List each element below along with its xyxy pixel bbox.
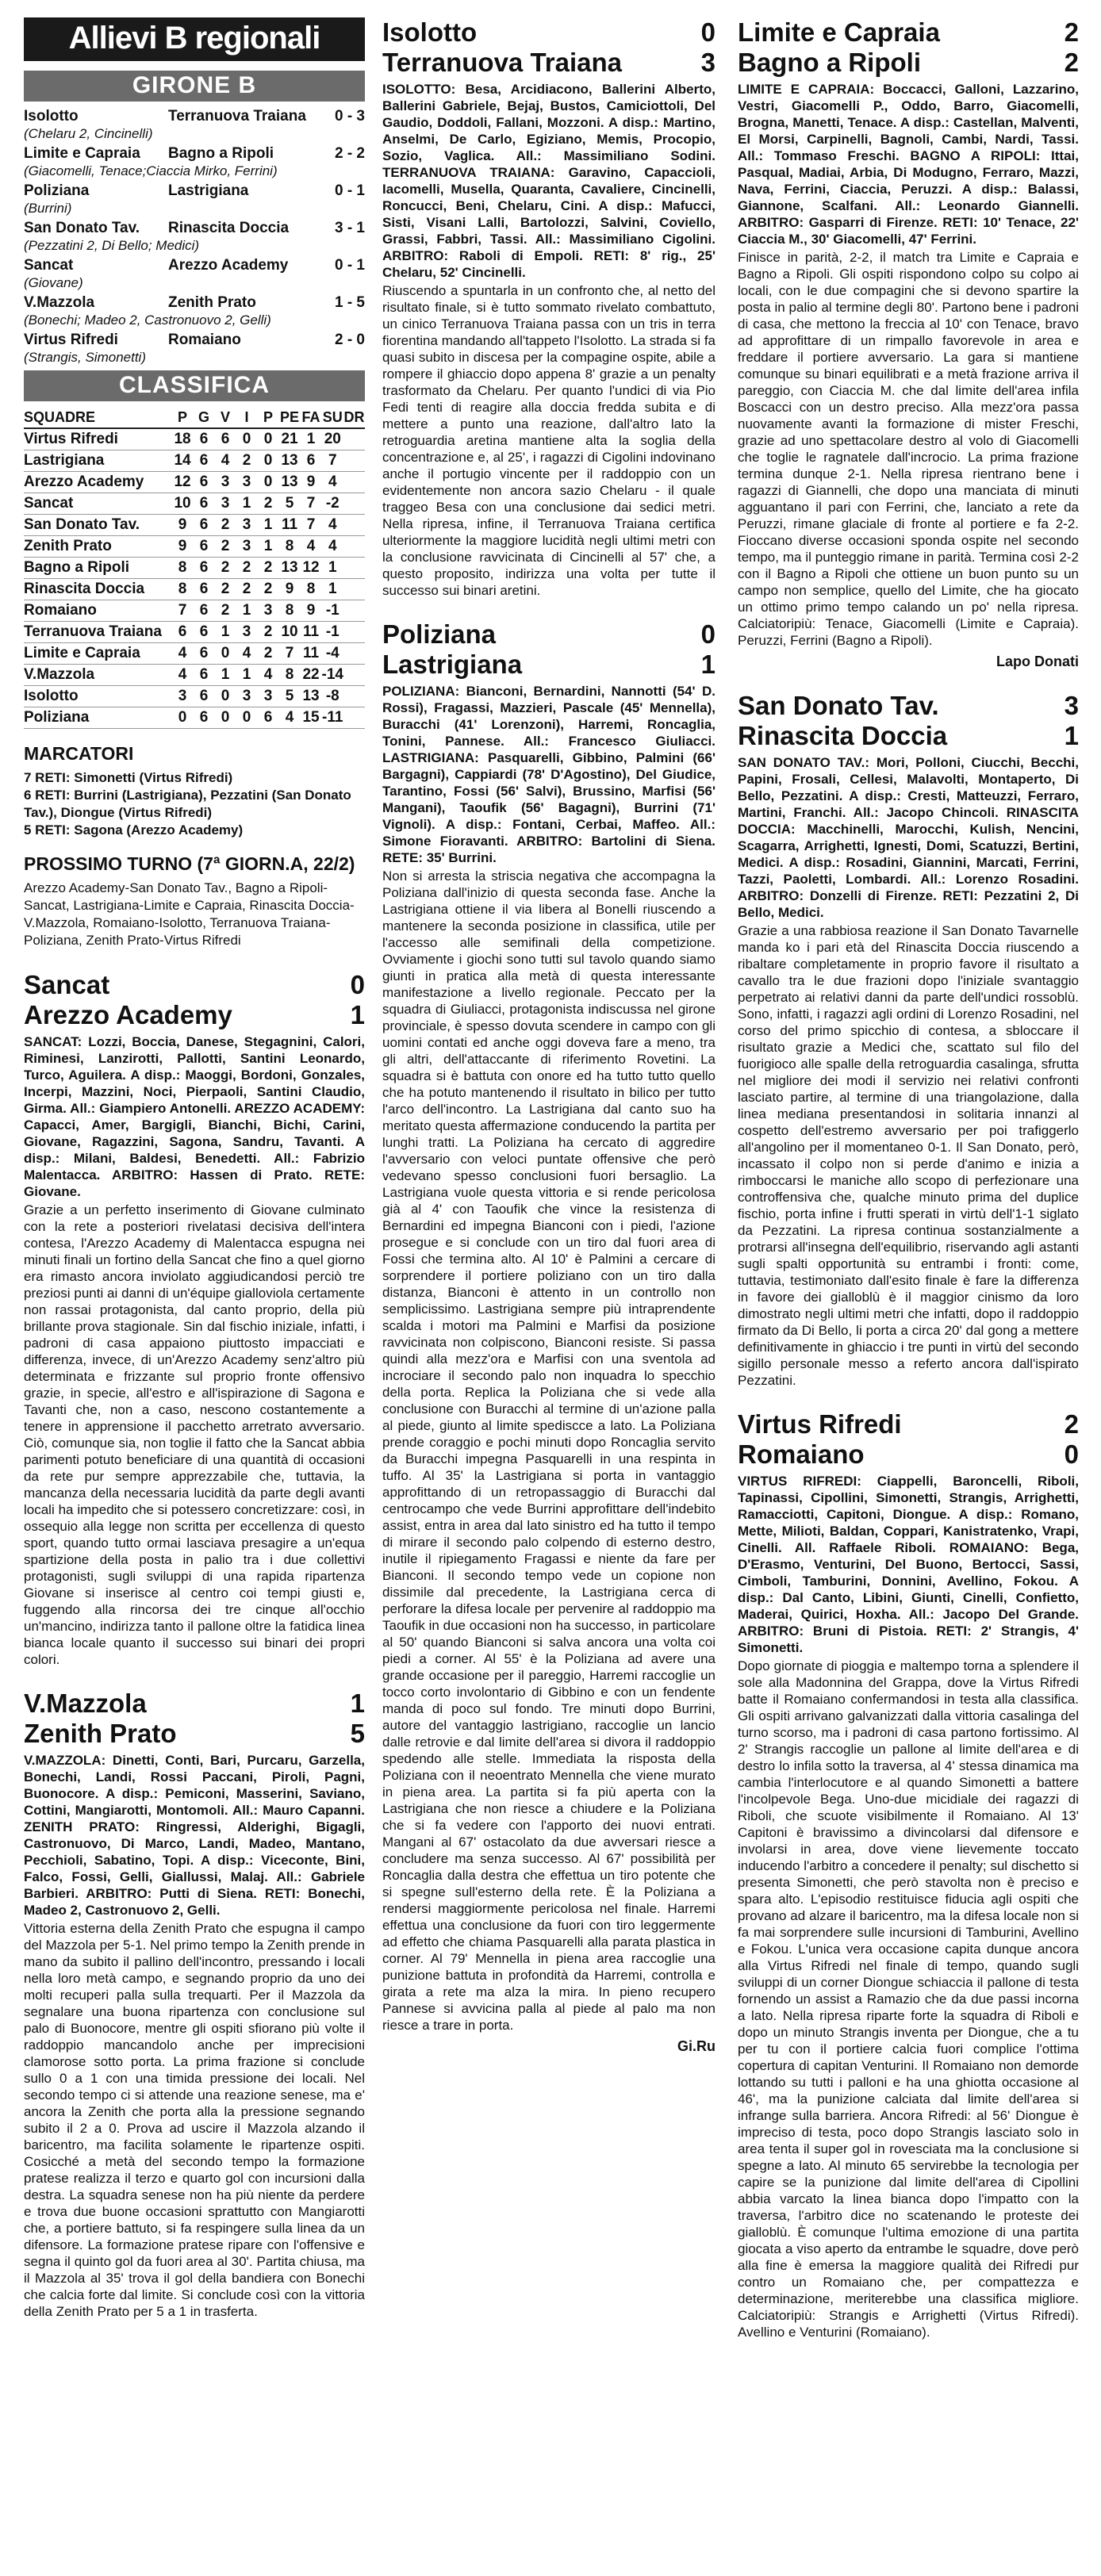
standings-row <box>24 428 365 450</box>
stat-cell <box>343 450 365 472</box>
marcatori-line: 6 RETI: Burrini (Lastrigiana), Pezzatini (San Donato Tav.), Diongue (Virtus Rifredi) <box>24 788 351 820</box>
team-score: 5 <box>350 1719 365 1748</box>
stat-cell: 4 <box>279 707 301 729</box>
results-list <box>24 108 365 366</box>
result-score: 2 - 0 <box>334 332 365 348</box>
col-header: SU <box>322 408 343 428</box>
stat-cell: 3 <box>258 686 279 707</box>
stat-cell: 1 <box>258 515 279 536</box>
team-name-cell: Rinascita Doccia <box>24 579 172 600</box>
stat-cell: 2 <box>236 558 258 579</box>
result-scorers: (Pezzatini 2, Di Bello; Medici) <box>24 238 200 253</box>
result-score: 2 - 2 <box>334 145 365 162</box>
stat-cell: 6 <box>194 558 215 579</box>
stat-cell: 4 <box>236 643 258 665</box>
stat-cell: 3 <box>215 493 236 515</box>
next-round-text: Arezzo Academy-San Donato Tav., Bagno a Ripoli-Sancat, Lastrigiana-Limite e Capraia, Rinascita Doccia-V.Mazzola, Romaiano-Isolotto, Terranuova Traiana-Poliziana, Zenith Prato-Virtus Rifredi <box>24 880 355 948</box>
standings-header-row <box>24 408 365 428</box>
stat-cell: 0 <box>236 707 258 729</box>
team-score: 1 <box>350 1000 365 1029</box>
team-score: 3 <box>700 48 715 77</box>
stat-cell: 9 <box>279 579 301 600</box>
team-name-cell: Lastrigiana <box>24 450 172 472</box>
standings-row <box>24 600 365 622</box>
stat-cell <box>343 428 365 450</box>
col-header: P <box>172 408 194 428</box>
stat-cell <box>343 472 365 493</box>
stat-cell: 6 <box>194 600 215 622</box>
standings-row <box>24 493 365 515</box>
headline-away <box>382 650 715 680</box>
match-article <box>382 17 715 599</box>
team-score: 1 <box>700 650 715 679</box>
stat-cell: 7 <box>279 643 301 665</box>
stat-cell: 1 <box>236 600 258 622</box>
marcatori-line: 7 RETI: Simonetti (Virtus Rifredi) <box>24 770 233 785</box>
stat-cell: 22 <box>301 665 322 686</box>
result-score: 0 - 1 <box>334 257 365 274</box>
result-score: 1 - 5 <box>334 294 365 311</box>
team-score: 2 <box>1064 1409 1079 1439</box>
team-name: V.Mazzola <box>24 1689 147 1718</box>
stat-cell: 6 <box>258 707 279 729</box>
lineup-text: V.MAZZOLA: Dinetti, Conti, Bari, Purcaru, Garzella, Bonechi, Landi, Rossi Paccani, Piroli, Pagni, Buonocore. A disp.: Pemiconi, Masserini, Saviano, Cottini, Mangiarotti, Montomoli. All.: Mauro Capanni. ZENITH PRATO: Ringressi, Alderighi, Bigagli, Castronuovo, Di Marco, Landi, Madeo, Mantano, Pecchioli, Sabatino, Topi. A disp.: Viceconte, Bini, Falco, Fossi, Gelli, Giallussi, Malaj. All.: Gabriele Barbieri. ARBITRO: Putti di Siena. RETI: Bonechi, Madeo 2, Castronuovo 2, Gelli. <box>24 1753 365 1918</box>
report-text: Vittoria esterna della Zenith Prato che espugna il campo del Mazzola per 5-1. Nel primo tempo la Zenith prende in mano da subito il pallino dell'incontro, pressando i locali nella loro metà campo, e segnando proprio da uno dei molti recuperi palla sulla trequarti. Per il Mazzola da segnalare una buona ripartenza con conclusione sul palo di Buonocore, mentre gli ospiti sfiorano più volte il raddoppio mancandolo anche per imprecisioni clamorose sotto porta. La prima frazione si conclude sullo 0 a 1 con una timida pressione dei locali. Nel secondo tempo ci si attende una reazione senese, ma e' ancora la Zenith che porta alla la pressione segnando subito il 2 a 0. Prova ad uscire il Mazzola alzando il baricentro, ma facilita solamente le ripartenze ospiti. Cosicché a metà del secondo tempo la formazione pratese realizza il terzo e quarto gol con incursioni dalla destra. La squadra senese non ha più niente da perdere e trova due buone occasioni sprattutto con Mangiarotti che, a portiere battuto, si fa respingere sulla linea da un difensore. La formazione pratese ripare con l'offensive e segna il quinto gol da fuori area al 30'. Partita chiusa, ma il Mazzola al 35' trova il gol della bandiera con Bonechi che calcia forte dal limite. Si conclude così con la vittoria della Zenith Prato per 5 a 1 in trasferta. <box>24 1921 365 2319</box>
team-name: Bagno a Ripoli <box>738 48 921 77</box>
team-name-cell: Isolotto <box>24 686 172 707</box>
home-team: V.Mazzola <box>24 294 95 311</box>
standings-row <box>24 472 365 493</box>
team-name: Limite e Capraia <box>738 17 940 47</box>
stat-cell: 2 <box>215 579 236 600</box>
stat-cell: 14 <box>172 450 194 472</box>
home-team: Limite e Capraia <box>24 145 140 162</box>
stat-cell: 13 <box>279 472 301 493</box>
standings-table <box>24 408 365 729</box>
team-name: Isolotto <box>382 17 478 47</box>
stat-cell: 1 <box>322 579 343 600</box>
stat-cell: 3 <box>215 472 236 493</box>
stat-cell: -11 <box>322 707 343 729</box>
team-name: San Donato Tav. <box>738 691 939 720</box>
result-row <box>24 145 365 163</box>
stat-cell: 0 <box>258 472 279 493</box>
stat-cell: 6 <box>194 622 215 643</box>
result-score: 0 - 3 <box>334 108 365 125</box>
stat-cell: 6 <box>215 428 236 450</box>
standings-row <box>24 707 365 729</box>
stat-cell: 10 <box>279 622 301 643</box>
team-score: 0 <box>350 970 365 999</box>
result-scorers: (Bonechi; Madeo 2, Castronuovo 2, Gelli) <box>24 312 271 328</box>
stat-cell: 3 <box>236 472 258 493</box>
stat-cell: 9 <box>301 472 322 493</box>
stat-cell: 9 <box>301 600 322 622</box>
result-row <box>24 332 365 349</box>
match-article <box>24 1689 365 2320</box>
away-team: Arezzo Academy <box>168 257 289 274</box>
lineup-text: VIRTUS RIFREDI: Ciappelli, Baroncelli, Riboli, Tapinassi, Cipollini, Simonetti, Strangis, Arrighetti, Ramacciotti, Capitoni, Diongue. A disp.: Romano, Mette, Milioti, Baldan, Coppari, Kanistratenko, Vrapi, Cinelli. All. Raffaele Riboli. ROMAIANO: Bega, D'Erasmo, Venturini, Del Buono, Bertocci, Sassi, Cimboli, Tamburini, Donnini, Avellino, Fokou. A disp.: Dal Canto, Libini, Giunti, Cinelli, Confietto, Maderai, Quirici, Hoxha. All.: Jacopo Del Grande. ARBITRO: Bruni di Pistoia. RETI: 2' Strangis, 4' Simonetti. <box>738 1474 1079 1655</box>
result-row <box>24 108 365 125</box>
team-name-cell: Romaiano <box>24 600 172 622</box>
stat-cell: 2 <box>258 558 279 579</box>
stat-cell: 11 <box>301 622 322 643</box>
stat-cell: 21 <box>279 428 301 450</box>
standings-banner: CLASSIFICA <box>24 370 365 401</box>
stat-cell: 8 <box>279 536 301 558</box>
team-name-cell: Sancat <box>24 493 172 515</box>
stat-cell: 10 <box>172 493 194 515</box>
stat-cell: 7 <box>301 515 322 536</box>
standings-row <box>24 450 365 472</box>
headline-away <box>382 48 715 78</box>
home-team: San Donato Tav. <box>24 220 140 236</box>
standings-row <box>24 536 365 558</box>
stat-cell: 2 <box>236 579 258 600</box>
stat-cell: -4 <box>322 643 343 665</box>
stat-cell <box>343 622 365 643</box>
stat-cell: 4 <box>322 472 343 493</box>
stat-cell <box>343 643 365 665</box>
stat-cell: 8 <box>279 665 301 686</box>
author-signature: Gi.Ru <box>677 2038 715 2054</box>
stat-cell <box>343 536 365 558</box>
stat-cell: 2 <box>236 450 258 472</box>
column-left <box>24 17 365 2340</box>
stat-cell: 8 <box>172 579 194 600</box>
stat-cell: 15 <box>301 707 322 729</box>
stat-cell: -1 <box>322 600 343 622</box>
stat-cell <box>343 558 365 579</box>
away-team: Terranuova Traiana <box>168 108 306 125</box>
stat-cell: 5 <box>279 686 301 707</box>
team-score: 0 <box>700 17 715 47</box>
author-signature: Lapo Donati <box>996 654 1079 669</box>
col-header: FA <box>301 408 322 428</box>
team-name: Poliziana <box>382 619 497 649</box>
stat-cell: 7 <box>301 493 322 515</box>
lineup-text: LIMITE E CAPRAIA: Boccacci, Galloni, Lazzarino, Vestri, Giacomelli P., Oddo, Barro, Giacomelli, Brogna, Manetti, Tenace. A disp.: Castellan, Malventi, El Morsi, Carpinelli, Bagnoli, Cambi, Nardi, Tassi. All.: Tommaso Freschi. BAGNO A RIPOLI: Ittai, Pasqual, Madiai, Arbia, Di Modugno, Ferraro, Mazzi, Nava, Ferrini, Ciaccia, Peruzzi. A disp.: Balassi, Giannone, Scalfani. All.: Leonardo Giannelli. ARBITRO: Gasparri di Firenze. RETI: 10' Tenace, 22' Ciaccia M., 30' Giacomelli, 47' Ferrini. <box>738 82 1079 247</box>
stat-cell: 1 <box>215 665 236 686</box>
result-row <box>24 220 365 237</box>
team-score: 2 <box>1064 17 1079 47</box>
headline-home <box>738 1409 1079 1439</box>
stat-cell: 4 <box>172 665 194 686</box>
headline-away <box>24 1000 365 1030</box>
team-name-cell: Poliziana <box>24 707 172 729</box>
result-row <box>24 182 365 200</box>
home-team: Isolotto <box>24 108 79 125</box>
stat-cell: 2 <box>258 579 279 600</box>
lineup-text: POLIZIANA: Bianconi, Bernardini, Nannotti (54' D. Rossi), Fragassi, Mazzieri, Pascale (45' Mennella), Buracchi (41' Lorenzoni), Harremi, Roncaglia, Tonini, Pannese. All.: Francesco Giuliacci. LASTRIGIANA: Pasquarelli, Gibbino, Palmini (66' Bargagni), Cappiardi (78' D'Agostino), Del Giudice, Tarantino, Fossi (56' Salvi), Brussino, Marfisi (56' Mangani), Taoufik (56' Bagagni), Burrini (71' Vignoli). A disp.: Fontani, Cerbai, Maffeo. All.: Simone Fioravanti. ARBITRO: Bartolini di Siena. RETE: 35' Burrini. <box>382 684 715 865</box>
lineup-text: SAN DONATO TAV.: Mori, Polloni, Ciucchi, Becchi, Papini, Frosali, Cellesi, Malavolti, Montaperto, Di Bello, Pezzatini. A disp.: Cresti, Matteuzzi, Ferraro, Martini, Franchi. All.: Jacopo Chincoli. RINASCITA DOCCIA: Macchinelli, Marocchi, Kulish, Nencini, Scagarra, Arrighetti, Ignesti, Domi, Scatuzzi, Bertini, Medici. A disp.: Rosadini, Giannini, Marcati, Ferrini, Tazzi, Paoletti, Lombardi. All.: Lorenzo Rosadini. ARBITRO: Donzelli di Firenze. RETI: Pezzatini 2, Di Bello, Medici. <box>738 755 1079 920</box>
stat-cell: 1 <box>301 428 322 450</box>
next-round-title: PROSSIMO TURNO (7ª GIORN.A, 22/2) <box>24 853 355 874</box>
stat-cell: 6 <box>194 707 215 729</box>
report-text: Riuscendo a spuntarla in un confronto che, al netto del risultato finale, si è tutto sommato rivelato combattuto, un cinico Terranuova Traiana passa con un tris in terra fiorentina mandando all'tappeto l'Isolotto. La strada si fa quasi subito in discesa per la compagine ospite, abile a rompere il ghiaccio dopo appena 8' grazie a un penalty trasformato da Chelaru. Per quanto l'undici di via Pio Fedi tenti di reagire alla doccia fredda subita e di mettere a punto una reazione, dall'altro lato la retroguardia aretina mantiene alta la soglia della concentrazione e, al 25', i ragazzi di Cigolini indovinano anche il portugio vincente per il raddoppio con un evidentemente non ancora sazio Chelaru - il quale traggeo Besa con una conclusione dai sedici metri. Nella ripresa, infine, il Terranuova Traiana certifica ulteriormente la maggiore lucidità negli ultimi metri con la conclusione ravvicinata di Cincinelli al 57' che, a questo proposito, indirizza una volta per tutte il successo sui binari aretini. <box>382 283 715 598</box>
col-header: SQUADRE <box>24 408 172 428</box>
team-name-cell: Limite e Capraia <box>24 643 172 665</box>
stat-cell: 6 <box>194 665 215 686</box>
team-name-cell: Virtus Rifredi <box>24 428 172 450</box>
stat-cell: 1 <box>236 665 258 686</box>
stat-cell: 2 <box>258 493 279 515</box>
stat-cell: 20 <box>322 428 343 450</box>
stat-cell: 4 <box>322 515 343 536</box>
stat-cell: 9 <box>172 536 194 558</box>
team-name: Terranuova Traiana <box>382 48 623 77</box>
stat-cell: 8 <box>301 579 322 600</box>
headline-home <box>738 17 1079 48</box>
lineup-text: SANCAT: Lozzi, Boccia, Danese, Stegagnini, Calori, Riminesi, Lanzirotti, Pallotti, Santini Leonardo, Turco, Aguilera. A disp.: Maoggi, Bordoni, Gonzales, Incerpi, Mazzini, Noci, Pierpaoli, Santini Claudio, Girma. All.: Giampiero Antonelli. AREZZO ACADEMY: Capacci, Amer, Bargigli, Bianchi, Bichi, Carini, Giovane, Ragazzini, Sagona, Sandru, Tavanti. A disp.: Milani, Baldesi, Benedetti. All.: Fabrizio Malentacca. ARBITRO: Hassen di Prato. RETE: Giovane. <box>24 1034 365 1199</box>
marcatori-title: MARCATORI <box>24 743 134 764</box>
team-score: 0 <box>1064 1439 1079 1469</box>
report-text: Grazie a un perfetto inserimento di Giovane culminato con la rete a posteriori rivelatasi decisiva dell'intera contesa, l'Arezzo Academy di Malentacca espugna nei minuti finali un fortino della Sancat che fino a quel giorno era rimasto ancora inviolato aggiudicandosi perciò tre preziosi punti ai danni di un'équipe gialloviola certamente non rassai protagonista, dal canto proprio, della più brillante prova stagionale. Sin dal fischio iniziale, infatti, i padroni di casa appaiono piuttosto impacciati e differenza, invece, di un'Arezzo Academy senz'altro più determinata e frizzante sul proprio fronte offensivo grazie, in specie, all'estro e all'ispirazione di Sagona e Tavanti che, non a caso, nescono costantemente a tenere in apprensione il pacchetto arretrato avversario. Ciò, comunque sia, non toglie il fatto che la Sancat abbia parimenti potuto beneficiare di una quantità di occasioni da rete pur sempre apprezzabile che, tuttavia, la mancanza della necessaria lucidità da parte degli avanti locali ha impedito che si potessero concretizzare: così, in ossequio alla legge non scritta per eccellenza di questo sport, quando tutto ormai lasciava presagire a un'equa spartizione della posta in palio tra i due collettivi protagonisti, sugli sviluppi di una rapida ripartenza Giovane si inserisce al centro coi tempi giusti e, fuggendo alla rincorsa dei tre cinque all'occhio un'mancino, indirizza tanto il pallone oltre la fatidica linea bianca locale quanto il successo sui binari dei propri colori. <box>24 1202 365 1667</box>
away-team: Rinascita Doccia <box>168 220 290 236</box>
team-name: Romaiano <box>738 1439 865 1469</box>
stat-cell: 6 <box>172 622 194 643</box>
stat-cell: 11 <box>301 643 322 665</box>
col-header: G <box>194 408 215 428</box>
stat-cell <box>343 686 365 707</box>
standings-row <box>24 643 365 665</box>
standings-body <box>24 428 365 729</box>
col-header: P <box>258 408 279 428</box>
stat-cell <box>343 515 365 536</box>
stat-cell: 8 <box>279 600 301 622</box>
stat-cell: 3 <box>236 515 258 536</box>
result-scorers: (Giacomelli, Tenace;Ciaccia Mirko, Ferrini) <box>24 163 278 178</box>
team-name-cell: Bagno a Ripoli <box>24 558 172 579</box>
stat-cell: 6 <box>194 493 215 515</box>
headline-home <box>24 970 365 1000</box>
stat-cell: 2 <box>258 643 279 665</box>
stat-cell: 6 <box>301 450 322 472</box>
stat-cell: 3 <box>172 686 194 707</box>
stat-cell: 1 <box>236 493 258 515</box>
away-team: Zenith Prato <box>168 294 256 311</box>
match-article <box>382 619 715 2055</box>
stat-cell: -8 <box>322 686 343 707</box>
stat-cell: 0 <box>258 428 279 450</box>
stat-cell <box>343 665 365 686</box>
team-name-cell: Terranuova Traiana <box>24 622 172 643</box>
away-team: Lastrigiana <box>168 182 249 199</box>
stat-cell: 1 <box>215 622 236 643</box>
stat-cell: 6 <box>194 428 215 450</box>
stat-cell: 0 <box>215 643 236 665</box>
stat-cell: 0 <box>215 707 236 729</box>
stat-cell: 6 <box>194 536 215 558</box>
standings-row <box>24 622 365 643</box>
stat-cell: 4 <box>301 536 322 558</box>
stat-cell: 13 <box>301 686 322 707</box>
column-right <box>738 17 1079 2361</box>
team-score: 1 <box>350 1689 365 1718</box>
team-name: Zenith Prato <box>24 1719 177 1748</box>
stat-cell: 3 <box>258 600 279 622</box>
stat-cell: 0 <box>258 450 279 472</box>
stat-cell: 2 <box>258 622 279 643</box>
report-text: Dopo giornate di pioggia e maltempo torna a splendere il sole alla Madonnina del Grappa, dove la Virtus Rifredi batte il Romaiano confermandosi in testa alla classifica. Gli ospiti arrivano galvanizzati dalla vittoria casalinga del turno scorso, ma i padroni di casa partono fortissimo. Al 2' Strangis raccoglie un pallone al limite dell'area e di destro lo infila sotto la traversa, al 4' stessa dinamica ma cambia l'interlocutore e al quando Simonetti a battere l'incolpevole Bega. Uno-due micidiale dei ragazzi di Riboli, che scuote visibilmente il Romaiano. Al 13' Capitoni è bravissimo a divincolarsi dal difensore e involarsi in area, dove viene lievemente toccato inducendo l'arbitro a concedere il penalty; sul dischetto si presenta Simonetti, che però stavolta non è preciso e spara alto. L'episodio restituisce fiducia agli ospiti che provano ad alzare il baricentro, ma la difesa locale non si fa mai sorprendere sulle incursioni di Tamburini, Avellino e Fokou. L'unica vera occasione capita dunque ancora alla Virtus Rifredi nel finale di tempo, quando sugli sviluppi di un corner Diongue schiaccia il pallone di testa fornendo un assist a Ramazio che da due passi incorna a lato. Nella ripresa riparte forte la squadra di Riboli e dopo un minuto Strangis inventa per Diongue, che a tu per tu con il portiere calcia fuori complice l'ottima copertura di capitan Venturini. Il Romaiano non demorde lottando su tutti i palloni e ha una ghiotta occasione al 46', ma la punizione calciata dal limite dell'area si infrange sulla barriera. Ancora Rifredi: al 56' Diongue è impreciso di testa, poco dopo Strangis lasciato solo in area tenta il super gol in rovesciata ma la conclusione si spegne a lato. Al minuto 65 servirebbe la tecnologia per capire se la punizione dal limite dell'area di Cipollini abbia varcato la linea bianca dopo l'impatto con la traversa, l'arbitro dice no scatenando le proteste dei gialloblù. È comunque l'ultima emozione di una partita giocata a viso aperto da entrambe le squadre, dove però alla fine è emersa la maggiore qualità dei Rifredi pur contro un Romaiano che, per compattezza e determinazione, meriterebbe una classifica migliore. Calciatoripiù: Strangis e Arrighetti (Virtus Rifredi). Avellino e Venturini (Romaiano). <box>738 1658 1079 2340</box>
headline-home <box>24 1689 365 1719</box>
match-article <box>738 17 1079 670</box>
stat-cell: 4 <box>172 643 194 665</box>
stat-cell: 9 <box>172 515 194 536</box>
report-text: Grazie a una rabbiosa reazione il San Donato Tavarnelle manda ko i pari età del Rinascita Doccia riuscendo a ribaltare completamente in proprio favore il risultato a cavallo tra le due frazioni dopo l'iniziale svantaggio perpetrato ai relativi danni da parte dell'undici rossoblù. Sono, infatti, i ragazzi agli ordini di Lorenzo Rosadini, nel corso del primo spicchio di contesa, a sbloccare il risultato grazie a Medici che, scattato sul filo del fuorigioco alle spalle della retroguardia casalinga, sfrutta nel migliore dei modi il servizio nei relativi confronti lasciato partire, al termine di una triangolazione, dalla linea mediana presentandosi in solitaria innanzi al cospetto dell'estremo avversario per poi trafiggerlo all'angolino per il momentaneo 0-1. Il San Donato, però, incassato il colpo non si perde d'animo e inizia a rimboccarsi le maniche allo scopo di perfezionare una controffensiva che, qualche minuto prima del duplice fischio, porta infine i frutti sperati in virtù dell'1-1 siglato da Pezzatini. La ripresa continua sostanzialmente a protrarsi all'insegna dell'equilibrio, riservando agli astanti sugli spalti opportunità su entrambi i fronti: come, tuttavia, testimoniato dall'esito finale è fare la differenza in favore dei gialloblù è il maggior cinismo da loro dimostrato negli ultimi metri che infatti, dopo il raddoppio firmato da Di Bello, li porta a circa 20' dal gong a mettere definitivamente in ghiaccio i tre punti in virtù del secondo sigillo personale messo a referto ancora dall'ispirato Pezzatini. <box>738 923 1079 1388</box>
report-text: Finisce in parità, 2-2, il match tra Limite e Capraia e Bagno a Ripoli. Gli ospiti rispondono colpo su colpo ai locali, con le due compagini che si devono spartire la posta in palio al termine degli 80'. Partono bene i padroni di casa, che mettono la freccia al 10' con Tenace, bravo ad approfittare di un rimpallo favorevole in area e freddare il portiere avversario. La gara si mantiene comunque su binari equilibrati e a metà frazione arriva il pareggio, con Ciaccia M. che dal limite dell'area infila Boscacci con un destro preciso. Alla mezz'ora passa nuovamente avanti la formazione di mister Freschi, grazie ad uno spettacolare destro al volo di Giacomelli che toglie le ragnatele dall'incrocio. La prima frazione termina dunque 2-1. Nella ripresa rientrano bene i ragazzi di Giannelli, che dopo una manciata di minuti agguantano il pari con Ferrini, che, lanciato a rete da Peruzzi, rimane glaciale di fronte al portiere e fa 2-2. Fioccano diverse occasioni sponda ospite nel secondo tempo, ma il punteggio rimane in parità. Termina così 2-2 con il Bagno a Ripoli che ottiene un buon punto su un campo non semplice, quello del Limite, che ha giocato un ottimo primo tempo calando un po' nella ripresa. Calciatoripiù: Tenace, Giacomelli (Limite e Capraia). Peruzzi, Ferrini (Bagno a Ripoli). <box>738 250 1079 648</box>
marcatori-line: 5 RETI: Sagona (Arezzo Academy) <box>24 822 244 838</box>
stat-cell: 0 <box>215 686 236 707</box>
stat-cell: 7 <box>172 600 194 622</box>
stat-cell: 13 <box>279 558 301 579</box>
match-article <box>738 1409 1079 2340</box>
stat-cell <box>343 493 365 515</box>
col-header: DR <box>343 408 365 428</box>
headline-away <box>738 48 1079 78</box>
stat-cell: 2 <box>215 536 236 558</box>
stat-cell: 6 <box>194 579 215 600</box>
result-row <box>24 294 365 312</box>
team-name-cell: San Donato Tav. <box>24 515 172 536</box>
standings-row <box>24 558 365 579</box>
match-article <box>738 691 1079 1389</box>
stat-cell: 11 <box>279 515 301 536</box>
home-team: Virtus Rifredi <box>24 332 118 348</box>
group-banner: GIRONE B <box>24 71 365 102</box>
stat-cell: 6 <box>194 686 215 707</box>
stat-cell: 3 <box>236 536 258 558</box>
col-header: I <box>236 408 258 428</box>
stat-cell <box>343 579 365 600</box>
stat-cell: 12 <box>301 558 322 579</box>
stat-cell <box>343 600 365 622</box>
team-score: 1 <box>1064 721 1079 750</box>
team-name: Arezzo Academy <box>24 1000 232 1029</box>
headline-away <box>24 1719 365 1749</box>
stat-cell: 3 <box>236 686 258 707</box>
stat-cell: 0 <box>236 428 258 450</box>
section-banner: Allievi B regionali <box>24 17 365 61</box>
stat-cell: 0 <box>172 707 194 729</box>
stat-cell: 6 <box>194 643 215 665</box>
lineup-text: ISOLOTTO: Besa, Arcidiacono, Ballerini Alberto, Ballerini Gabriele, Bejaj, Bustos, Camiciottoli, Del Gaudio, Doddoli, Fallani, Mozzoni. A disp.: Martino, Anselmi, De Carlo, Egiziano, Memis, Procopio, Sozio, Vaglica. All.: Massimiliano Sodini. TERRANUOVA TRAIANA: Garavino, Capaccioli, Iacomelli, Musella, Quaranta, Cavaliere, Cincinelli, Roncucci, Beni, Chelaru, Cini. A disp.: Mafucci, Sisti, Visani Lalli, Bartolozzi, Salvini, Coviello, Grassi, Fabbri, Tassi. All.: Massimiliano Cigolini. ARBITRO: Raboli di Empoli. RETI: 8' rig., 25' Chelaru, 52' Cincinelli. <box>382 82 715 280</box>
stat-cell: 7 <box>322 450 343 472</box>
stat-cell: 18 <box>172 428 194 450</box>
stat-cell <box>343 707 365 729</box>
team-name: Lastrigiana <box>382 650 523 679</box>
stat-cell: -2 <box>322 493 343 515</box>
headline-home <box>738 691 1079 721</box>
away-team: Romaiano <box>168 332 241 348</box>
team-score: 3 <box>1064 691 1079 720</box>
stat-cell: 4 <box>215 450 236 472</box>
standings-row <box>24 579 365 600</box>
column-middle <box>382 17 715 2076</box>
stat-cell: 6 <box>194 472 215 493</box>
stat-cell: 3 <box>236 622 258 643</box>
result-row <box>24 257 365 274</box>
result-scorers: (Strangis, Simonetti) <box>24 350 146 365</box>
col-header: PE <box>279 408 301 428</box>
team-score: 2 <box>1064 48 1079 77</box>
stat-cell: 1 <box>258 536 279 558</box>
result-score: 3 - 1 <box>334 220 365 236</box>
stat-cell: 2 <box>215 600 236 622</box>
home-team: Sancat <box>24 257 74 274</box>
stat-cell: -1 <box>322 622 343 643</box>
result-score: 0 - 1 <box>334 182 365 199</box>
stat-cell: 4 <box>258 665 279 686</box>
match-article <box>24 970 365 1668</box>
team-name-cell: Zenith Prato <box>24 536 172 558</box>
team-name: Virtus Rifredi <box>738 1409 902 1439</box>
headline-away <box>738 721 1079 751</box>
standings-row <box>24 515 365 536</box>
headline-home <box>382 619 715 650</box>
standings-row <box>24 665 365 686</box>
home-team: Poliziana <box>24 182 90 199</box>
result-scorers: (Chelaru 2, Cincinelli) <box>24 126 153 141</box>
stat-cell: -14 <box>322 665 343 686</box>
report-text: Non si arresta la striscia negativa che accompagna la Poliziana dall'inizio di questa seconda fase. Anche la Lastrigiana ottiene il via libera al Bonelli riuscendo a mantenere la seconda posizione in classifica, utile per l'accesso alle semifinali della competizione. Ovviamente i giochi sono tutti sul tavolo quando siamo giunti in pratica alla metà di questa interessante manifestazione a livello regionale. Peccato per la squadra di Giuliacci, protagonista indiscussa nel girone provinciale, è spesso dovuta scendere in campo con gli uomini contati ed anche oggi doveva fare a meno, tra gli altri, dell'attaccante di riferimento Rovetini. La squadra si è battuta con onore ed ha tutto tutto quello che ha potuto mantenendo il risultato in bilico per tutto l'arco dell'incontro. La Lastrigiana dal canto suo ha meritato questa affermazione conducendo la partita per lunghi tratti. La Poliziana ha cercato di aggredire l'avversario con veloci puntate offensive che però vedevano spesso conclusioni fuori bersaglio. La Lastrigiana vuole questa vittoria e si rende pericolosa già al 4' con Taoufik che vince la resistenza di Bernardini ed impegna Bianconi con i piedi, l'azione prosegue e si conclude con un tiro dal fuori area di Fossi che termina alto. Al 10' è Palmini a cercare di sorprendere il portiere poliziano con un tiro dalla distanza, Bianconi è attento in un controllo non semplicissimo. Lastrigiana sempre più intraprendente scalda i motori ma Palmini e Marfisi da posizione ravvicinata non colpiscono, Bianconi resiste. Si passa quindi alla mezz'ora e Marfisi con una sventola ad incrociare il secondo palo non inquadra lo specchio della porta. Replica la Poliziana che si vede alla conclusione con Buracchi al termine di un'azione palla al piede, giunto al limite spediscce a lato. La Poliziana prende coraggio e pochi minuti dopo Roncaglia servito da Buracchi impegna Pasquarelli in una respinta in tuffo. Al 35' la Lastrigiana si porta in vantaggio approfittando di un retropassaggio di Buracchi dal centrocampo che vede Burrini approfittare dell'indebito assist, entra in area dal lato sinistro ed ha tutto il tempo di mirare il secondo palo colpendo di esterno destro, inutile il ripiegamento Fragassi e niente da fare per Bianconi. Il secondo tempo vede un copione non dissimile dal precedente, la Lastrigiana cerca di perforare la difesa locale per pervenire al raddoppio ma Taoufik in due occasioni non ha successo, in particolare al 50' quando Bianconi si salva ancora una volta coi piedi a corner. Al 55' è la Poliziana ad avere una grande occasione per il pareggio, Harremi raccoglie un tocco corto involontario di Gibbino e con un fendente manda di poco sul fondo. Tre minuti dopo Burrini, autore del vantaggio lastrigiano, raccoglie un lancio dalle retrovie e dal limite dell'area si divora il raddoppio spedendo alle stelle. Immediata la risposta della Poliziana con il neoentrato Mennella che viene murato in piena area. La partita si fa più aperta con la Lastrigiana che non riesce a chiudere e la Poliziana che si fa vedere con l'apporto dei nuovi entrati. Mangani al 67' ostacolato da due avversari riesce a concludere ma senza successo. Al 67' possibilità per Roncaglia dalla destra che effettua un tiro potente che si spegne sull'esterno della rete. È la Poliziana a rendersi maggiormente pericolosa nel finale. Harremi effettua una conclusione da fuori con tiro leggermente ad effetto che chiama Pasquarelli alla parata plastica in corner. Al 79' Mennella in piena area raccoglie una punizione battuta in profondità da Harremi, controlla e girata a rete ma alza la mira. In pieno recupero Pannese si avvicina palla al piede al palo ma non riesce a trare in porta. <box>382 868 715 2033</box>
result-scorers: (Giovane) <box>24 275 83 290</box>
stat-cell: 2 <box>215 515 236 536</box>
stat-cell: 2 <box>215 558 236 579</box>
stat-cell: 5 <box>279 493 301 515</box>
team-name-cell: Arezzo Academy <box>24 472 172 493</box>
stat-cell: 8 <box>172 558 194 579</box>
headline-away <box>738 1439 1079 1470</box>
headline-home <box>382 17 715 48</box>
team-name-cell: V.Mazzola <box>24 665 172 686</box>
standings-row <box>24 686 365 707</box>
team-score: 0 <box>700 619 715 649</box>
stat-cell: 12 <box>172 472 194 493</box>
away-team: Bagno a Ripoli <box>168 145 274 162</box>
stat-cell: 1 <box>322 558 343 579</box>
stat-cell: 6 <box>194 515 215 536</box>
stat-cell: 4 <box>322 536 343 558</box>
stat-cell: 6 <box>194 450 215 472</box>
stat-cell: 13 <box>279 450 301 472</box>
team-name: Rinascita Doccia <box>738 721 948 750</box>
col-header: V <box>215 408 236 428</box>
result-scorers: (Burrini) <box>24 201 72 216</box>
team-name: Sancat <box>24 970 110 999</box>
